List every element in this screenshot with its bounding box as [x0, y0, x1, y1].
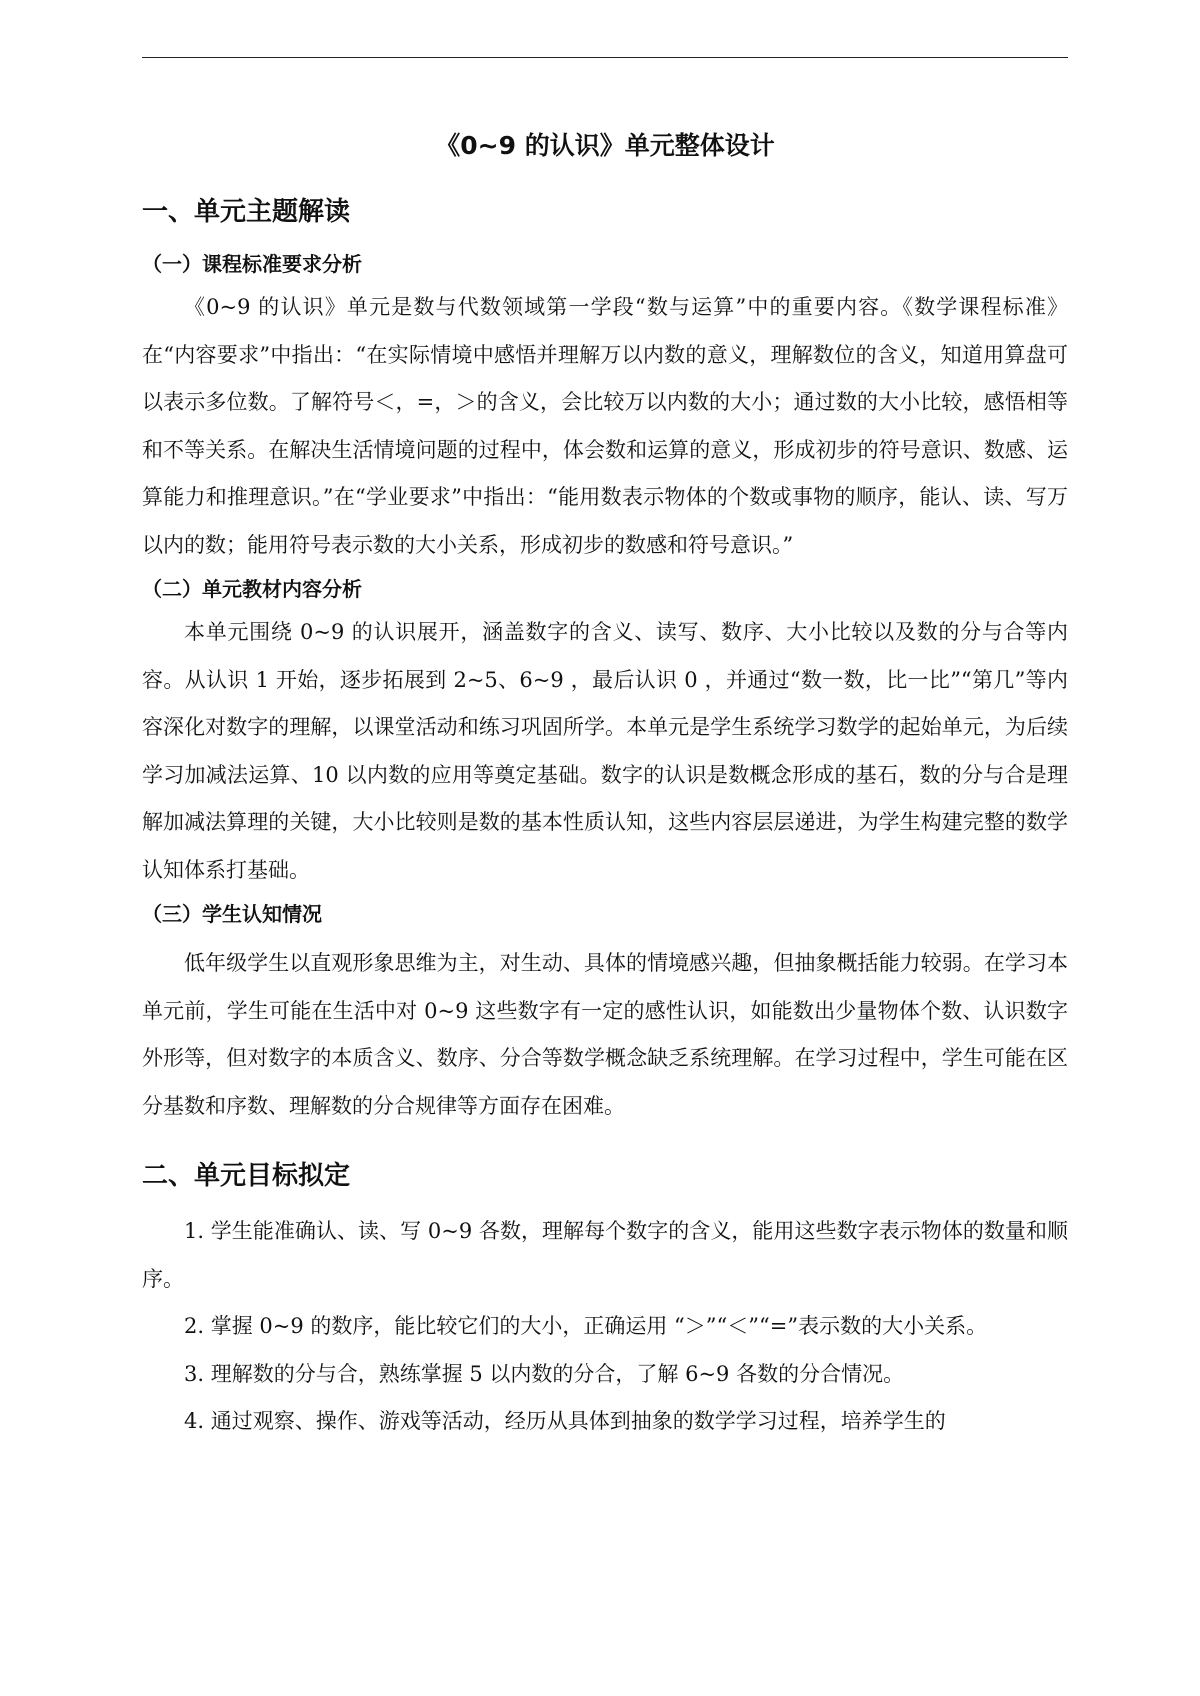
paragraph-content: 本单元围绕 0~9 的认识展开，涵盖数字的含义、读写、数序、大小比较以及数的分与合等内容。从认识 1 开始，逐步拓展到 2~5、6~9 ，最后认识 0 ，并通过“数一数，比一比”“第几”等内容深化对数字的理解，以课堂活动和练习巩固所学。本单元是学生系统学习数学的起始单元，为后续学习加减法运算、10 以内数的应用等奠定基础。数字的认识是数概念形成的基石，数的分与合是理解加减法算理的关键，大小比较则是数的基本性质认知，这些内容层层递进，为学生构建完整的数学认知体系打基础。	[142, 620, 1068, 882]
goal-item-4: 4. 通过观察、操作、游戏等活动，经历从具体到抽象的数学学习过程，培养学生的	[184, 1409, 946, 1433]
subsection-heading-standards: （一）课程标准要求分析	[142, 252, 362, 276]
section-heading-1: 一、单元主题解读	[142, 197, 351, 227]
document-title: 《0~9 的认识》单元整体设计	[435, 131, 775, 160]
header-rule	[142, 57, 1068, 58]
goal-item-2: 2. 掌握 0~9 的数序，能比较它们的大小，正确运用 “＞”“＜”“=”表示数的大小关系。	[184, 1314, 988, 1338]
subsection-heading-cognition: （三）学生认知情况	[142, 902, 322, 926]
document-page	[142, 0, 1068, 1696]
goal-item-3: 3. 理解数的分与合，熟练掌握 5 以内数的分合，了解 6~9 各数的分合情况。	[184, 1361, 905, 1386]
paragraph-standards: 《0~9 的认识》单元是数与代数领域第一学段“数与运算”中的重要内容。《数学课程标准》在“内容要求”中指出：“在实际情境中感悟并理解万以内数的意义，理解数位的含义，知道用算盘可以表示多位数。了解符号＜，=，＞的含义，会比较万以内数的大小；通过数的大小比较，感悟相等和不等关系。在解决生活情境问题的过程中，体会数和运算的意义，形成初步的符号意识、数感、运算能力和推理意识。”在“学业要求”中指出：“能用数表示物体的个数或事物的顺序，能认、读、写万以内的数；能用符号表示数的大小关系，形成初步的数感和符号意识。”	[142, 295, 1068, 557]
section-heading-2: 二、单元目标拟定	[142, 1161, 351, 1191]
document-body	[142, 190, 1068, 1446]
goal-item-1: 1. 学生能准确认、读、写 0~9 各数，理解每个数字的含义，能用这些数字表示物体的数量和顺序。	[142, 1219, 1068, 1291]
subsection-heading-content: （二）单元教材内容分析	[142, 577, 362, 601]
paragraph-cognition: 低年级学生以直观形象思维为主，对生动、具体的情境感兴趣，但抽象概括能力较弱。在学习本单元前，学生可能在生活中对 0~9 这些数字有一定的感性认识，如能数出少量物体个数、认识数字外形等，但对数字的本质含义、数序、分合等数学概念缺乏系统理解。在学习过程中，学生可能在区分基数和序数、理解数的分合规律等方面存在困难。	[142, 951, 1068, 1118]
